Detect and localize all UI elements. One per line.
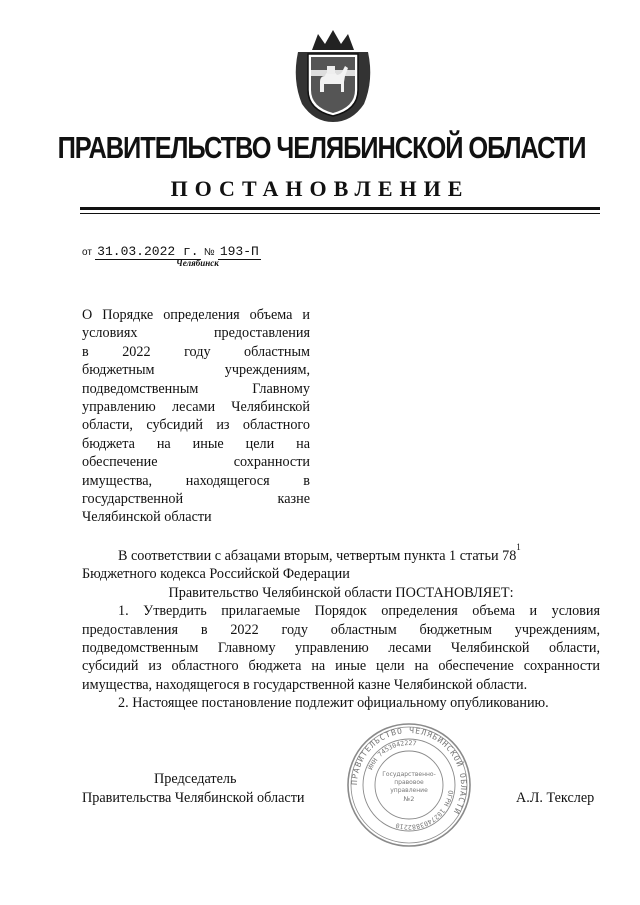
header-divider-thin bbox=[80, 213, 600, 214]
header-divider-thick bbox=[80, 207, 600, 210]
date-number-line bbox=[82, 243, 261, 259]
subject-line: подведомственным Главному bbox=[82, 380, 310, 397]
subject-line: О Порядке определения объема и bbox=[82, 307, 310, 323]
document-type-title: ПОСТАНОВЛЕНИЕ bbox=[170, 176, 470, 201]
subject-line: в 2022 году областным bbox=[82, 343, 310, 360]
subject-line: имущества, находящегося в bbox=[82, 472, 310, 489]
stamp-ogrn: ОГРН 1027403882210 bbox=[394, 789, 455, 832]
stamp-ring-text: ПРАВИТЕЛЬСТВО ЧЕЛЯБИНСКОЙ ОБЛАСТИ bbox=[349, 725, 469, 817]
item1-line: подведомственным Главному управлению лесами Челябинской области, bbox=[82, 639, 600, 656]
document-body bbox=[82, 542, 600, 713]
signatory-title-line1: Председатель bbox=[154, 771, 237, 787]
subject-line: бюджета на иные цели на bbox=[82, 435, 310, 452]
subject-line: государственной казне bbox=[82, 490, 310, 507]
document-number: 193-П bbox=[219, 244, 259, 259]
coat-of-arms-icon bbox=[290, 30, 376, 124]
item1-line: имущества, находящегося в государственной казне Челябинской области. bbox=[82, 676, 528, 693]
stamp-inner-line3: управление bbox=[390, 787, 428, 794]
subject-line: бюджетным учреждениям, bbox=[82, 362, 310, 379]
article-superscript: 1 bbox=[516, 542, 521, 552]
city-label: Челябинск bbox=[176, 258, 219, 268]
subject-line: обеспечение сохранности bbox=[82, 454, 310, 471]
subject-line: Челябинской области bbox=[82, 509, 212, 526]
document-subject bbox=[82, 306, 310, 527]
from-label: от bbox=[82, 247, 92, 258]
stamp-inner-line2: правовое bbox=[394, 779, 424, 786]
subject-line: условиях предоставления bbox=[82, 325, 310, 342]
body-intro-line bbox=[82, 542, 600, 565]
stamp-inner-line1: Государственно- bbox=[382, 771, 436, 778]
signatory-title bbox=[82, 770, 304, 808]
item1-line: субсидий из областного бюджета на иные цели на обеспечение сохранности bbox=[82, 658, 600, 675]
item2-line: 2. Настоящее постановление подлежит официальному опубликованию. bbox=[118, 695, 549, 712]
signatory-name: А.Л. Текслер bbox=[516, 790, 595, 806]
body-intro-line: Бюджетного кодекса Российской Федерации bbox=[82, 566, 350, 583]
number-label: № bbox=[203, 247, 215, 258]
item1-line: предоставления в 2022 году областным бюджетным учреждениям, bbox=[82, 621, 600, 638]
stamp-inner-line4: №2 bbox=[403, 795, 415, 803]
official-stamp bbox=[346, 722, 472, 848]
subject-line: области, субсидий из областного bbox=[82, 417, 310, 434]
signatory-title-line2: Правительства Челябинской области bbox=[82, 790, 305, 806]
government-title: ПРАВИТЕЛЬСТВО ЧЕЛЯБИНСКОЙ ОБЛАСТИ bbox=[57, 130, 586, 165]
stamp-inn: ИНН 7453042227 bbox=[366, 738, 417, 772]
resolves-line: Правительство Челябинской области ПОСТАНОВЛЯЕТ: bbox=[168, 584, 514, 601]
intro-text: В соответствии с абзацами вторым, четвертым пункта 1 статьи 78 bbox=[118, 548, 517, 564]
subject-line: управлению лесами Челябинской bbox=[82, 398, 310, 415]
item1-line: 1. Утвердить прилагаемые Порядок определения объема и условия bbox=[118, 603, 600, 620]
document-date: 31.03.2022 г. bbox=[97, 244, 199, 259]
